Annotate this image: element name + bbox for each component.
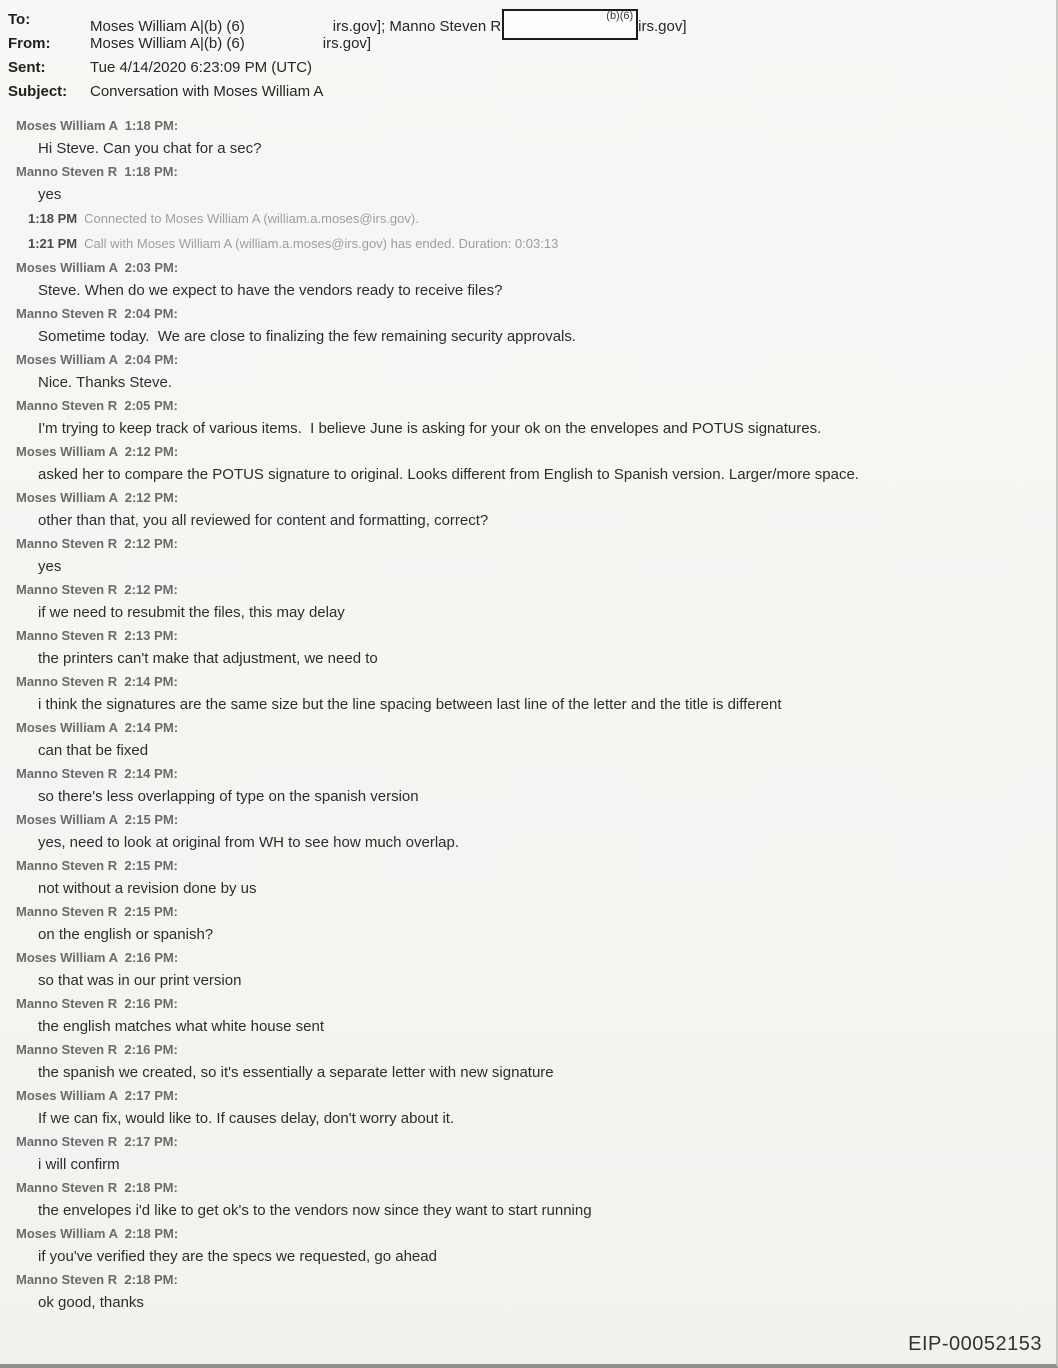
chat-message-header: Moses William A 2:12 PM: <box>16 490 179 505</box>
chat-message-text: yes <box>38 186 62 203</box>
system-message-text: Call with Moses William A (william.a.moses@irs.gov) has ended. Duration: 0:03:13 <box>84 236 559 251</box>
system-message-text: Connected to Moses William A (william.a.moses@irs.gov). <box>84 211 419 226</box>
chat-message-text: Nice. Thanks Steve. <box>38 374 172 391</box>
chat-message <box>0 532 1056 578</box>
chat-message <box>0 160 1056 206</box>
chat-message <box>0 302 1056 348</box>
chat-message <box>0 670 1056 716</box>
chat-message-text: if we need to resubmit the files, this may delay <box>38 604 345 621</box>
chat-message-text: i think the signatures are the same size but the line spacing between last line of the letter and the title is different <box>38 696 782 713</box>
chat-message-header: Manno Steven R 2:16 PM: <box>16 996 178 1011</box>
chat-message-header: Manno Steven R 2:14 PM: <box>16 674 178 689</box>
chat-message <box>0 256 1056 302</box>
chat-message-text: the spanish we created, so it's essentially a separate letter with new signature <box>38 1064 554 1081</box>
chat-message <box>0 1176 1056 1222</box>
chat-message-text: the printers can't make that adjustment, we need to <box>38 650 378 667</box>
chat-message <box>0 348 1056 394</box>
chat-message <box>0 440 1056 486</box>
system-message <box>0 231 1056 256</box>
chat-message-header: Manno Steven R 2:05 PM: <box>16 398 178 413</box>
from-label: From: <box>8 35 51 52</box>
chat-message-header: Manno Steven R 2:04 PM: <box>16 306 178 321</box>
sent-label: Sent: <box>8 59 46 76</box>
chat-message-text: other than that, you all reviewed for content and formatting, correct? <box>38 512 489 529</box>
chat-message-text: I'm trying to keep track of various items. I believe June is asking for your ok on the envelopes and POTUS signatures. <box>38 420 822 437</box>
chat-message-text: so that was in our print version <box>38 972 242 989</box>
to-label: To: <box>8 11 31 28</box>
subject-label: Subject: <box>8 83 68 100</box>
header-row-subject <box>8 81 1056 105</box>
chat-message <box>0 854 1056 900</box>
chat-message-text: asked her to compare the POTUS signature to original. Looks different from English to Spanish version. Larger/more space. <box>38 466 859 483</box>
chat-message-header: Moses William A 1:18 PM: <box>16 118 179 133</box>
chat-message <box>0 114 1056 160</box>
chat-message-header: Moses William A 2:16 PM: <box>16 950 179 965</box>
chat-message-header: Moses William A 2:14 PM: <box>16 720 179 735</box>
from-sender-2: irs.gov] <box>322 35 372 52</box>
header-row-to <box>8 9 1056 33</box>
chat-message-text: Steve. When do we expect to have the vendors ready to receive files? <box>38 282 503 299</box>
sent-value: Tue 4/14/2020 6:23:09 PM (UTC) <box>90 59 313 76</box>
chat-message <box>0 1222 1056 1268</box>
bates-number: EIP-00052153 <box>908 1333 1042 1355</box>
chat-message <box>0 578 1056 624</box>
from-sender-1: Moses William A|(b) (6) <box>90 35 245 52</box>
chat-message <box>0 394 1056 440</box>
chat-message-text: If we can fix, would like to. If causes delay, don't worry about it. <box>38 1110 455 1127</box>
chat-message-text: the english matches what white house sent <box>38 1018 325 1035</box>
chat-message-text: the envelopes i'd like to get ok's to the vendors now since they want to start running <box>38 1202 592 1219</box>
chat-message-header: Moses William A 2:17 PM: <box>16 1088 179 1103</box>
chat-message-header: Manno Steven R 1:18 PM: <box>16 164 178 179</box>
chat-message <box>0 486 1056 532</box>
chat-message <box>0 1268 1056 1314</box>
chat-message-header: Manno Steven R 2:17 PM: <box>16 1134 178 1149</box>
chat-message <box>0 992 1056 1038</box>
to-recipient-2: irs.gov]; Manno Steven R <box>332 18 502 35</box>
chat-message <box>0 1038 1056 1084</box>
chat-message-header: Manno Steven R 2:15 PM: <box>16 858 178 873</box>
chat-message-text: ok good, thanks <box>38 1294 144 1311</box>
to-value <box>90 9 687 33</box>
chat-message-header: Manno Steven R 2:13 PM: <box>16 628 178 643</box>
header-row-sent <box>8 57 1056 81</box>
chat-message-header: Manno Steven R 2:16 PM: <box>16 1042 178 1057</box>
chat-message-header: Manno Steven R 2:18 PM: <box>16 1272 178 1287</box>
chat-message-text: so there's less overlapping of type on the spanish version <box>38 788 419 805</box>
chat-message-header: Manno Steven R 2:14 PM: <box>16 766 178 781</box>
system-message-time: 1:21 PM <box>28 236 78 251</box>
subject-value: Conversation with Moses William A <box>90 83 324 100</box>
to-recipient-1: Moses William A|(b) (6) <box>90 18 245 35</box>
document-footer <box>908 1333 1042 1356</box>
redaction-box <box>502 9 638 40</box>
to-recipient-3: irs.gov] <box>638 18 687 35</box>
chat-message-text: i will confirm <box>38 1156 120 1173</box>
system-message <box>0 206 1056 231</box>
chat-message-header: Moses William A 2:12 PM: <box>16 444 179 459</box>
chat-message-header: Moses William A 2:04 PM: <box>16 352 179 367</box>
chat-message <box>0 900 1056 946</box>
chat-message-text: Hi Steve. Can you chat for a sec? <box>38 140 262 157</box>
redaction-exemption-label: (b)(6) <box>606 10 634 22</box>
chat-message-text: Sometime today. We are close to finalizing the few remaining security approvals. <box>38 328 577 345</box>
chat-message-header: Moses William A 2:03 PM: <box>16 260 179 275</box>
chat-message-header: Manno Steven R 2:12 PM: <box>16 582 178 597</box>
chat-message-text: if you've verified they are the specs we requested, go ahead <box>38 1248 437 1265</box>
chat-message-header: Manno Steven R 2:12 PM: <box>16 536 178 551</box>
chat-message <box>0 1084 1056 1130</box>
system-message-time: 1:18 PM <box>28 211 78 226</box>
chat-message-text: can that be fixed <box>38 742 149 759</box>
chat-message <box>0 1130 1056 1176</box>
chat-message-text: on the english or spanish? <box>38 926 214 943</box>
from-value <box>90 33 371 57</box>
chat-transcript <box>0 105 1056 1314</box>
chat-message <box>0 808 1056 854</box>
chat-message <box>0 716 1056 762</box>
chat-message <box>0 762 1056 808</box>
chat-message <box>0 946 1056 992</box>
chat-message-header: Manno Steven R 2:18 PM: <box>16 1180 178 1195</box>
chat-message <box>0 624 1056 670</box>
chat-message-header: Moses William A 2:15 PM: <box>16 812 179 827</box>
chat-message-text: yes <box>38 558 62 575</box>
chat-message-header: Manno Steven R 2:15 PM: <box>16 904 178 919</box>
email-header <box>0 0 1056 105</box>
chat-message-text: yes, need to look at original from WH to see how much overlap. <box>38 834 460 851</box>
chat-message-text: not without a revision done by us <box>38 880 257 897</box>
chat-message-header: Moses William A 2:18 PM: <box>16 1226 179 1241</box>
